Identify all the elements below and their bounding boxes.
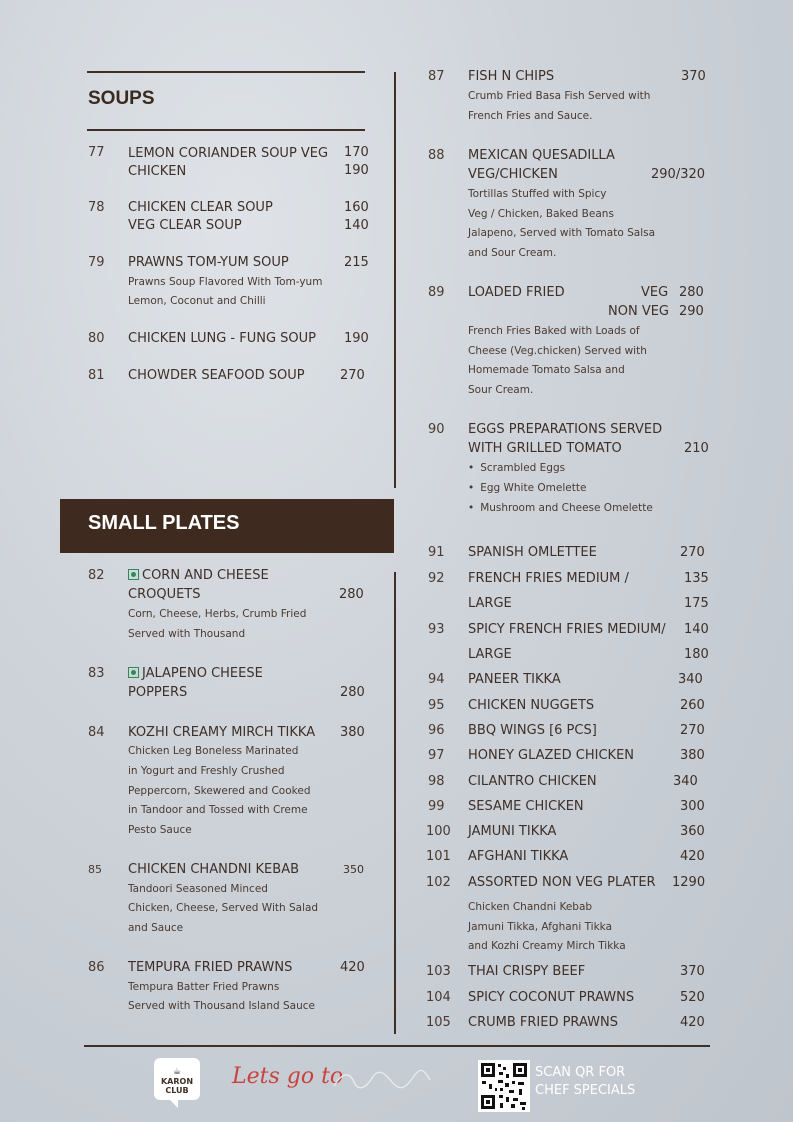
item-number: 85 xyxy=(88,863,102,876)
item-price: 175 xyxy=(684,596,709,611)
item-description: Jalapeno, Served with Tomato Salsa xyxy=(468,227,656,239)
item-price: 170 xyxy=(344,145,369,160)
item-description: Tortillas Stuffed with Spicy xyxy=(468,188,607,200)
item-description: Veg / Chicken, Baked Beans xyxy=(468,208,614,220)
item-number: 80 xyxy=(88,331,105,346)
item-number: 102 xyxy=(426,875,451,890)
item-price: 270 xyxy=(680,723,705,738)
item-title: LEMON CORIANDER SOUP VEG xyxy=(128,146,329,161)
item-title: TEMPURA FRIED PRAWNS xyxy=(128,960,293,975)
brand-logo-text xyxy=(154,1068,200,1095)
item-title: CHICKEN CHANDNI KEBAB xyxy=(128,862,299,877)
item-title: EGGS PREPARATIONS SERVED xyxy=(468,422,663,437)
item-description: Sour Cream. xyxy=(468,384,534,396)
tagline: Lets go to xyxy=(232,1064,344,1089)
item-title: SESAME CHICKEN xyxy=(468,799,584,814)
soups-top-rule xyxy=(87,71,365,73)
item-number: 77 xyxy=(88,145,105,160)
item-price: 360 xyxy=(680,824,705,839)
item-title: LOADED FRIED xyxy=(468,285,565,300)
item-title: POPPERS xyxy=(128,685,188,700)
item-title-text: JALAPENO CHEESE xyxy=(142,666,263,681)
item-title: VEG CLEAR SOUP xyxy=(128,218,242,233)
item-number: 78 xyxy=(88,200,105,215)
item-price: 135 xyxy=(684,571,709,586)
qr-code[interactable] xyxy=(478,1060,530,1112)
item-number: 87 xyxy=(428,69,445,84)
soups-bottom-rule xyxy=(87,129,365,131)
soups-heading: SOUPS xyxy=(88,88,155,109)
item-title: WITH GRILLED TOMATO xyxy=(468,441,622,456)
item-price: 370 xyxy=(680,964,705,979)
bullet-item: • Egg White Omelette xyxy=(468,479,586,499)
item-title: SPANISH OMLETTEE xyxy=(468,545,597,560)
item-number: 79 xyxy=(88,255,105,270)
item-description: Chicken Chandni Kebab xyxy=(468,901,593,913)
item-price: 290/320 xyxy=(651,167,706,182)
item-price: 420 xyxy=(340,960,365,975)
item-number: 88 xyxy=(428,148,445,163)
item-title: LARGE xyxy=(468,647,512,662)
item-title: FRENCH FRIES MEDIUM / xyxy=(468,571,629,586)
item-price: 280 xyxy=(339,587,364,602)
scan-qr-caption xyxy=(535,1064,635,1100)
item-number: 94 xyxy=(428,672,445,687)
veg-label: VEG xyxy=(641,285,669,300)
item-title: CHICKEN xyxy=(128,164,187,179)
scan-line2: CHEF SPECIALS xyxy=(535,1083,636,1098)
footer-rule xyxy=(84,1045,710,1047)
item-number: 97 xyxy=(428,748,445,763)
item-title: PANEER TIKKA xyxy=(468,672,561,687)
veg-icon xyxy=(128,569,139,580)
item-title xyxy=(128,566,269,585)
item-title: THAI CRISPY BEEF xyxy=(468,964,586,979)
item-title: FISH N CHIPS xyxy=(468,69,555,84)
item-description: Prawns Soup Flavored With Tom-yum xyxy=(128,276,323,288)
item-title: VEG/CHICKEN xyxy=(468,167,558,182)
item-number: 82 xyxy=(88,568,105,583)
item-price: 290 xyxy=(679,304,704,319)
item-number: 99 xyxy=(428,799,445,814)
item-price: 370 xyxy=(681,69,706,84)
item-number: 89 xyxy=(428,285,445,300)
item-title: SPICY COCONUT PRAWNS xyxy=(468,990,635,1005)
item-number: 83 xyxy=(88,666,105,681)
item-price: 270 xyxy=(340,368,365,383)
item-number: 98 xyxy=(428,774,445,789)
item-price: 280 xyxy=(679,285,704,300)
item-price: 520 xyxy=(680,990,705,1005)
logo-tail-shape xyxy=(168,1098,178,1108)
item-description: French Fries Baked with Loads of xyxy=(468,325,640,337)
item-price: 160 xyxy=(344,200,369,215)
item-description: Served with Thousand xyxy=(128,628,246,640)
item-price: 210 xyxy=(684,441,709,456)
item-title: CHICKEN LUNG - FUNG SOUP xyxy=(128,331,316,346)
item-title: KOZHI CREAMY MIRCH TIKKA xyxy=(128,725,316,740)
column-divider-bottom xyxy=(394,572,396,1034)
item-price: 140 xyxy=(684,622,709,637)
item-price: 420 xyxy=(680,849,705,864)
item-title: BBQ WINGS [6 PCS] xyxy=(468,723,597,738)
item-title-text: CORN AND CHEESE xyxy=(142,568,269,583)
item-number: 92 xyxy=(428,571,445,586)
item-number: 90 xyxy=(428,422,445,437)
item-price: 280 xyxy=(340,685,365,700)
item-title: JAMUNI TIKKA xyxy=(468,824,557,839)
bullet-item: • Mushroom and Cheese Omelette xyxy=(468,499,653,519)
item-number: 96 xyxy=(428,723,445,738)
item-number: 81 xyxy=(88,368,105,383)
item-number: 84 xyxy=(88,725,105,740)
item-description: Tandoori Seasoned Minced xyxy=(128,883,268,895)
tagline-script-flourish xyxy=(332,1068,432,1092)
item-price: 180 xyxy=(684,647,709,662)
item-title: ASSORTED NON VEG PLATER xyxy=(468,875,656,890)
item-description: Tempura Batter Fried Prawns xyxy=(128,981,280,993)
item-price: 300 xyxy=(680,799,705,814)
item-description: and Sour Cream. xyxy=(468,247,557,259)
item-description: Served with Thousand Island Sauce xyxy=(128,1000,316,1012)
column-divider-top xyxy=(394,72,396,488)
item-description: Crumb Fried Basa Fish Served with xyxy=(468,90,651,102)
item-title xyxy=(128,664,263,683)
item-number: 103 xyxy=(426,964,451,979)
item-description: and Kozhi Creamy Mirch Tikka xyxy=(468,940,626,952)
item-price: 350 xyxy=(343,863,364,876)
item-description: Pesto Sauce xyxy=(128,824,192,836)
item-price: 260 xyxy=(680,698,705,713)
item-price: 190 xyxy=(344,331,369,346)
scan-line1: SCAN QR FOR xyxy=(535,1065,626,1080)
item-title: HONEY GLAZED CHICKEN xyxy=(468,748,635,763)
logo-line1: KARON xyxy=(160,1077,194,1086)
item-description: Cheese (Veg.chicken) Served with xyxy=(468,345,647,357)
item-price: 190 xyxy=(344,163,369,178)
bullet-item: • Scrambled Eggs xyxy=(468,459,565,479)
item-price: 140 xyxy=(344,218,369,233)
item-price: 340 xyxy=(678,672,703,687)
item-number: 95 xyxy=(428,698,445,713)
item-description: Jamuni Tikka, Afghani Tikka xyxy=(468,921,613,933)
small-plates-heading: SMALL PLATES xyxy=(88,512,240,534)
item-description: Peppercorn, Skewered and Cooked xyxy=(128,785,311,797)
item-title: MEXICAN QUESADILLA xyxy=(468,148,615,163)
item-price: 420 xyxy=(680,1015,705,1030)
item-title: PRAWNS TOM-YUM SOUP xyxy=(128,255,289,270)
item-title: CROQUETS xyxy=(128,587,201,602)
logo-line2: CLUB xyxy=(165,1086,189,1095)
item-title: SPICY FRENCH FRIES MEDIUM/ xyxy=(468,622,666,637)
item-description: Corn, Cheese, Herbs, Crumb Fried xyxy=(128,608,307,620)
item-title: CILANTRO CHICKEN xyxy=(468,774,597,789)
item-description: Homemade Tomato Salsa and xyxy=(468,364,625,376)
item-title: CRUMB FRIED PRAWNS xyxy=(468,1015,618,1030)
item-number: 91 xyxy=(428,545,445,560)
item-number: 93 xyxy=(428,622,445,637)
item-number: 86 xyxy=(88,960,105,975)
non-veg-label: NON VEG xyxy=(608,304,669,319)
item-price: 340 xyxy=(673,774,698,789)
item-title: CHOWDER SEAFOOD SOUP xyxy=(128,368,305,383)
item-number: 101 xyxy=(426,849,451,864)
item-price: 380 xyxy=(680,748,705,763)
veg-icon xyxy=(128,667,139,678)
coffee-cup-icon: ☕ xyxy=(172,1067,182,1077)
item-description: in Yogurt and Freshly Crushed xyxy=(128,765,285,777)
item-title: AFGHANI TIKKA xyxy=(468,849,569,864)
item-description: and Sauce xyxy=(128,922,184,934)
item-price: 380 xyxy=(340,725,365,740)
item-description: Chicken, Cheese, Served With Salad xyxy=(128,902,319,914)
item-description: in Tandoor and Tossed with Creme xyxy=(128,804,308,816)
item-title: LARGE xyxy=(468,596,512,611)
item-price: 215 xyxy=(344,255,369,270)
item-title: CHICKEN NUGGETS xyxy=(468,698,595,713)
item-price: 1290 xyxy=(672,875,706,890)
item-number: 104 xyxy=(426,990,451,1005)
item-description: Lemon, Coconut and Chilli xyxy=(128,295,266,307)
item-description: French Fries and Sauce. xyxy=(468,110,593,122)
item-description: Chicken Leg Boneless Marinated xyxy=(128,745,299,757)
item-title: CHICKEN CLEAR SOUP xyxy=(128,200,273,215)
item-number: 105 xyxy=(426,1015,451,1030)
item-price: 270 xyxy=(680,545,705,560)
item-number: 100 xyxy=(426,824,451,839)
